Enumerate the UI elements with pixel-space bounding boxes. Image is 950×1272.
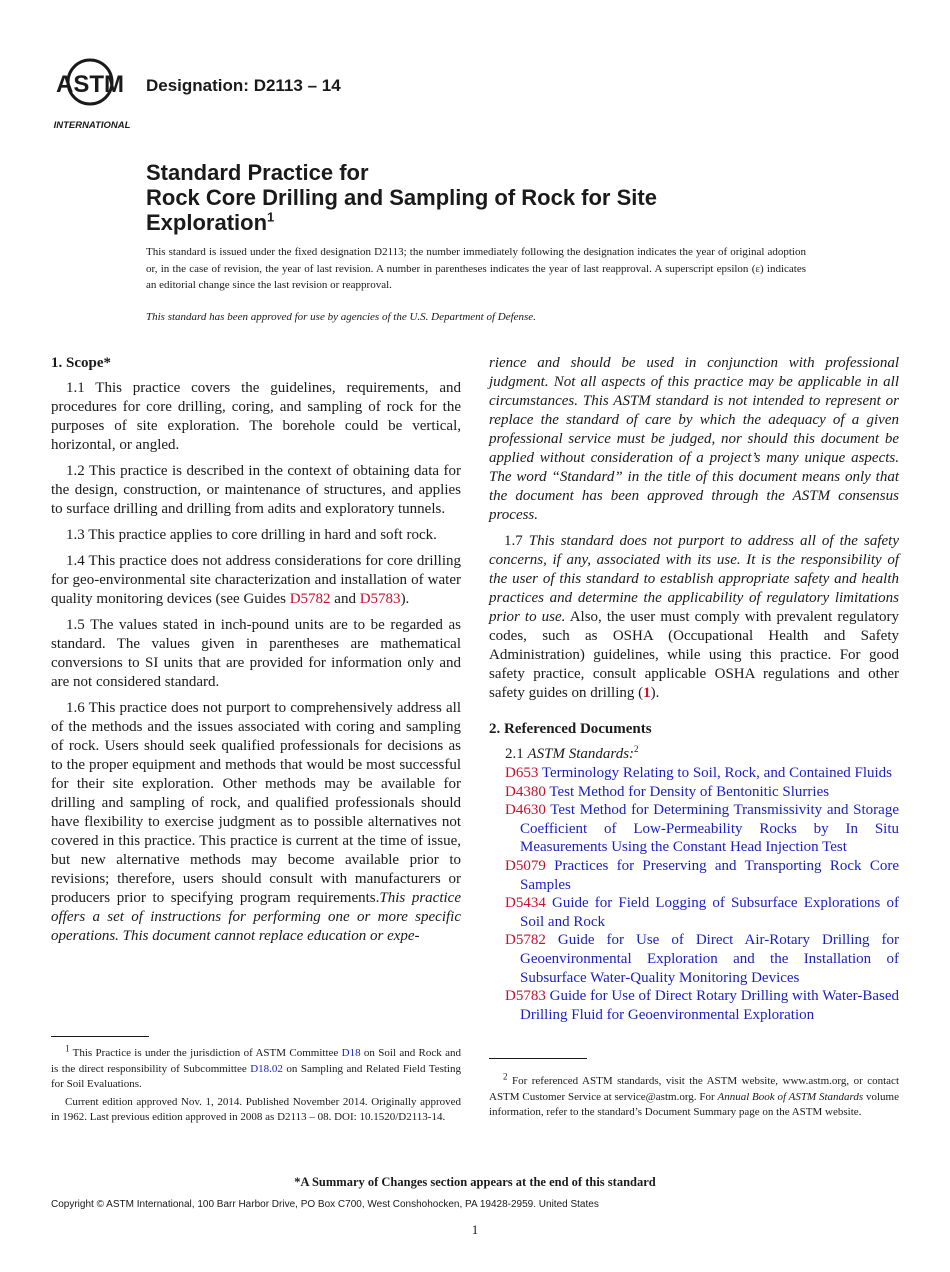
right-column [489,354,899,1024]
section-1-1: 1.1 This practice covers the guidelines, requirements, and procedures for core drilling, coring, and sampling of rock for the purposes of site exploration. The borehole could be vertical, horizontal, or angled. [51,380,461,453]
link-d18-02[interactable]: D18.02 [250,1062,283,1075]
section-1-6: 1.6 This practice does not purport to comprehensively address all of the methods and the issues associated with coring and sampling of rock. Users should seek qualified professionals for decisions as to the proper equipment and methods that would be most successful for their site exploration. Other methods may be available for drilling and sampling of rock, and qualified professionals should have flexibility to exercise judgment as to possible alternatives not covered in this practice. This practice is current at the time of issue, but new alternative methods may become available prior to revisions; therefore, users should consult with manufacturers or producers prior to specifying program requirements.This practice offers a set of instructions for performing one or more specific operations. This document cannot replace education or expe- [51,700,461,944]
summary-of-changes-note: *A Summary of Changes section appears at the end of this standard [294,1175,656,1189]
footnote-1: $^1$ This Practice is under the jurisdiction of ASTM Committee D18 on Soil and Rock and is the direct responsibility of Subcommittee D18.02 on Sampling and Related Field Testing for Soil Evaluations. Current edition approved Nov. 1, 2014. Published November 2014. Originally approved in 1962. Last previous edition approved in 2008 as D2113 – 08. DOI: 10.1520/D2113-14. [51,1043,461,1123]
page-title [146,160,866,235]
section-1-4: 1.4 This practice does not address considerations for core drilling for geo-environmental site characterization and installation of water quality monitoring devices (see Guides D5782 and D5783). [51,553,461,607]
svg-text:ASTM: ASTM [56,71,124,98]
page-number: 1 [471,1222,479,1237]
referenced-documents-heading: 2. Referenced Documents [489,721,652,737]
ref-item[interactable]: D653 Terminology Relating to Soil, Rock, and Contained Fluids [505,765,893,781]
section-1-6-continued: rience and should be used in conjunction with professional judgment. Not all aspects of this practice may be applicable in all circumstances. This ASTM standard is not intended to represent or replace the standard of care by which the adequacy of a given professional service must be judged, nor should this document be applied without consideration of a project’s many unique aspects. The word “Standard” in the title of this document means only that the document has been approved through the ASTM consensus process. [489,355,899,523]
ref-item[interactable]: D4630 Test Method for Determining Transmissivity and Storage Coefficient of Low-Permeability Rocks by In Situ Measurements Using the Constant Head Injection Test [505,802,899,856]
link-reference-1[interactable]: 1 [643,685,651,701]
footnote-divider [489,1058,587,1059]
copyright: Copyright © ASTM International, 100 Barr Harbor Drive, PO Box C700, West Conshohocken, PA 19428-2959. United States [51,1199,599,1210]
astm-logo [48,52,136,134]
link-d18[interactable]: D18 [341,1047,361,1059]
left-column [51,354,461,953]
ref-item[interactable]: D5434 Guide for Field Logging of Subsurface Explorations of Soil and Rock [505,895,900,930]
intro-text: This standard is issued under the fixed designation D2113; the number immediately following the designation indicates the year of original adoption or, in the case of revision, the year of last revision. A number in parentheses indicates the year of last reapproval. A superscript epsilon (ε) indicates an editorial change since the last revision or reapproval. [146,246,806,291]
referenced-list [489,764,899,1024]
section-1-7: 1.7 This standard does not purport to address all of the safety concerns, if any, associated with its use. It is the responsibility of the user of this standard to establish appropriate safety and health practices and determine the applicability of regulatory limitations prior to use. Also, the user must comply with prevalent regulatory codes, such as OSHA (Occupational Health and Safety Administration) guidelines, while using this practice. For good safety practice, consult applicable OSHA regulations and other safety guides on drilling (1). [489,533,899,701]
astm-standards-label: 2.1 ASTM Standards:$^2$ [505,744,639,762]
ref-item[interactable]: D5783 Guide for Use of Direct Rotary Drilling with Water-Based Drilling Fluid for Geoenvironmental Exploration [505,988,900,1023]
svg-text:INTERNATIONAL: INTERNATIONAL [53,120,131,131]
link-d5783[interactable]: D5783 [359,591,401,607]
defense-note: This standard has been approved for use by agencies of the U.S. Department of Defense. [146,311,536,323]
scope-heading: 1. Scope* [51,355,111,371]
footnote-divider [51,1036,149,1037]
section-1-3: 1.3 This practice applies to core drilling in hard and soft rock. [66,527,437,543]
title-line-3: Exploration$^1$ [146,209,275,235]
section-1-5: 1.5 The values stated in inch-pound units are to be regarded as standard. The values given in parentheses are mathematical conversions to SI units that are provided for information only and are not considered standard. [51,617,461,690]
footnote-2: $^2$ For referenced ASTM standards, visit the ASTM website, www.astm.org, or contact ASTM Customer Service at service@astm.org. For Annual Book of ASTM Standards volume information, refer to the standard’s Document Summary page on the ASTM website. [489,1071,899,1118]
title-line-1: Standard Practice for [146,160,369,185]
designation: Designation: D2113 – 14 [146,76,341,95]
ref-item[interactable]: D5782 Guide for Use of Direct Air-Rotary Drilling for Geoenvironmental Exploration and the Installation of Subsurface Water-Quality Monitoring Devices [505,932,900,986]
ref-item[interactable]: D4380 Test Method for Density of Bentonitic Slurries [505,783,830,800]
ref-item[interactable]: D5079 Practices for Preserving and Transporting Rock Core Samples [505,857,900,893]
title-line-2: Rock Core Drilling and Sampling of Rock for Site [146,185,657,210]
link-d5782[interactable]: D5782 [289,591,331,607]
section-1-2: 1.2 This practice is described in the context of obtaining data for the design, construction, or maintenance of structures, and applies to surface drilling and drilling from adits and exploratory tunnels. [51,463,461,517]
